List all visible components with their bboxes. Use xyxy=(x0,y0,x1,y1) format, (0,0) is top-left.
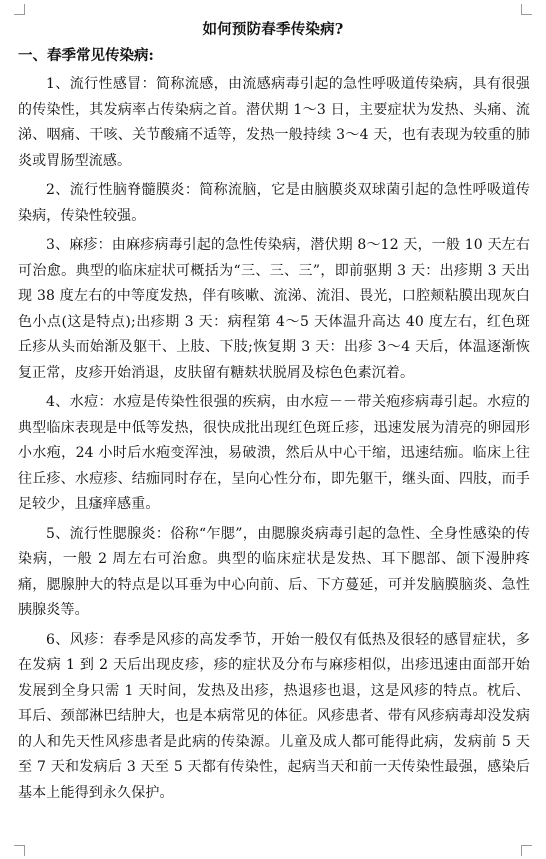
paragraph-meningitis: 2、流行性脑脊髓膜炎：简称流脑，它是由脑膜炎双球菌引起的急性呼吸道传染病，传染性较强。 xyxy=(18,182,530,224)
paragraph-measles: 3、麻疹：由麻疹病毒引起的急性传染病，潜伏期 8～12 天，一般 10 天左右可治愈。典型的临床症状可概括为“三、三、三”，即前驱期 3 天：出疹期 3 天出现 38 度左右的中等度发热，伴有咳嗽、流涕、流泪、畏光，口腔颊粘膜出现灰白色小点(这是特点);出疹期 3 天：病程第 4～5 天体温升高达 40 度左右，红色斑丘疹从头而始渐及躯干、上肢、下肢;恢复期 3 天：出疹 3～4 天后，体温逐渐恢复正常，皮疹开始消退，皮肤留有糖麸状脱屑及棕色色素沉着。 xyxy=(18,237,530,381)
page-corner-mark-top-left xyxy=(14,4,25,15)
paragraph-rubella: 6、风疹：春季是风疹的高发季节，开始一般仅有低热及很轻的感冒症状，多在发病 1 到 2 天后出现皮疹，疹的症状及分布与麻疹相似，出疹迅速由面部开始发展到全身只需 1 天时间，发热及出疹，热退疹也退，这是风疹的特点。枕后、耳后、颈部淋巴结肿大，也是本病常见的体征。风疹患者、带有风疹病毒却没发病的人和先天性风疹患者是此病的传染源。儿童及成人都可能得此病，发病前 5 天至 7 天和发病后 3 天至 5 天都有传染性，起病当天和前一天传染性最强，感染后基本上能得到永久保护。 xyxy=(18,631,530,801)
page-corner-mark-bottom-right xyxy=(521,845,532,856)
document-title: 如何预防春季传染病? xyxy=(202,21,344,38)
paragraph-mumps: 5、流行性腮腺炎：俗称“乍腮”，由腮腺炎病毒引起的急性、全身性感染的传染病，一般 2 周左右可治愈。典型的临床症状是发热、耳下腮部、颌下漫肿疼痛，腮腺肿大的特点是以耳垂为中心向前、后、下方蔓延，可并发脑膜脑炎、急性胰腺炎等。 xyxy=(18,525,530,618)
paragraph-chickenpox: 4、水痘：水痘是传染性很强的疾病，由水痘－－带关疱疹病毒引起。水痘的典型临床表现是中低等发热，很快成批出现红色斑丘疹，迅速发展为清亮的卵园形小水疱，24 小时后水疱变浑浊，易破溃，然后从中心干缩，迅速结痂。临床上往往丘疹、水痘疹、结痂同时存在，呈向心性分布，即先躯干，继头面、四肢，而手足较少，且瘙痒感重。 xyxy=(18,394,530,512)
document-body xyxy=(18,72,530,810)
page-corner-mark-top-right xyxy=(521,4,532,15)
page-corner-mark-bottom-left xyxy=(14,845,25,856)
paragraph-influenza: 1、流行性感冒：简称流感，由流感病毒引起的急性呼吸道传染病，具有很强的传染性，其发病率占传染病之首。潜伏期 1～3 日，主要症状为发热、头痛、流涕、咽痛、干咳、关节酸痛不适等，发热一般持续 3～4 天，也有表现为较重的肺炎或胃肠型流感。 xyxy=(18,76,530,169)
section-heading: 一、春季常见传染病: xyxy=(18,47,154,64)
